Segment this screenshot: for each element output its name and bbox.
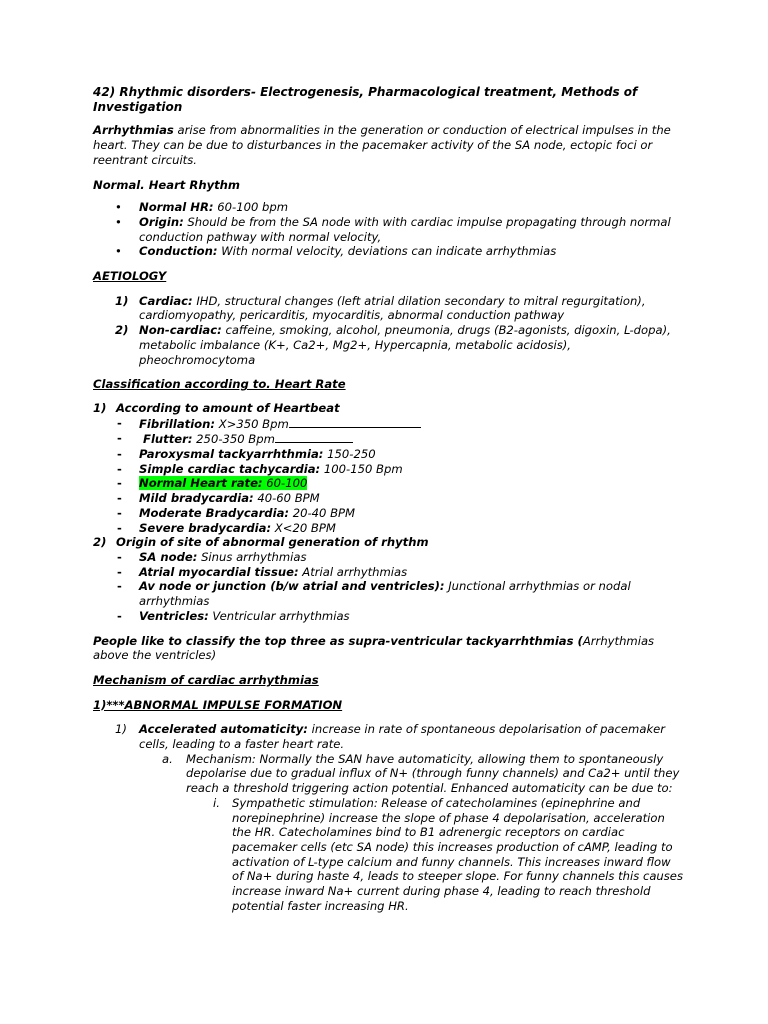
aetiology-list — [93, 294, 683, 368]
list-item: a. Mechanism: Normally the SAN have automaticity, allowing them to spontaneously depolarise due to gradual influx of N+ (through funny channels) and Ca2+ until they reach a threshold triggering action potential. Enhanced automaticity can be due to: — [162, 751, 680, 796]
list-item: - SA node: Sinus arrhythmias — [93, 550, 683, 565]
normal-rhythm-heading: Normal. Heart Rhythm — [93, 177, 241, 192]
mechanism-list — [93, 722, 683, 913]
abnormal-impulse-heading: 1)***ABNORMAL IMPULSE FORMATION — [93, 697, 343, 712]
intro-text: arise from abnormalities in the generation or conduction of electrical impulses in the heart. They can be due to disturbances in the pacemaker activity of the SA node, ectopic foci or reentrant circuits. — [93, 123, 671, 167]
document-page — [93, 85, 683, 913]
underline-blank — [289, 416, 421, 428]
highlight: Normal Heart rate: 60-100 — [139, 476, 308, 491]
normal-rhythm-list — [93, 200, 683, 259]
list-item: - Flutter: 250-350 Bpm — [93, 431, 683, 447]
list-item: - Av node or junction (b/w atrial and ventricles): Junctional arrhythmias or nodal arrhythmias — [93, 579, 683, 608]
list-item: 1) According to amount of Heartbeat — [93, 400, 340, 415]
list-item: i. Sympathetic stimulation: Release of catecholamines (epinephrine and norepinephrine) increase the slope of phase 4 depolarisation, acceleration the HR. Catecholamines bind to B1 adrenergic receptors on cardiac pacemaker cells (etc SA node) this increases production of cAMP, leading to activation of L-type calcium and funny channels. This increases inward flow of Na+ during haste 4, leads to steeper slope. For funny channels this causes increase inward Na+ current during phase 4, leading to reach threshold potential faster increasing HR. — [213, 795, 683, 913]
classification-list — [93, 401, 683, 624]
aetiology-heading: AETIOLOGY — [93, 269, 167, 284]
list-item: 2) Non-cardiac: caffeine, smoking, alcohol, pneumonia, drugs (B2-agonists, digoxin, L-dopa), metabolic imbalance (K+, Ca2+, Mg2+, Hypercapnia, metabolic acidosis), pheochromocytoma — [115, 323, 671, 367]
intro-paragraph — [93, 123, 683, 167]
list-item: 1) Cardiac: IHD, structural changes (left atrial dilation secondary to mitral regurgitation), cardiomyopathy, pericarditis, myocarditis, abnormal conduction pathway — [115, 293, 646, 323]
list-item: • Conduction: With normal velocity, deviations can indicate arrhythmias — [93, 244, 683, 259]
list-item: • Origin: Should be from the SA node with with cardiac impulse propagating through normal conduction pathway with normal velocity, — [93, 215, 683, 244]
list-item: - Simple cardiac tachycardia: 100-150 Bpm — [93, 462, 683, 477]
list-item: - Ventricles: Ventricular arrhythmias — [93, 609, 683, 624]
supra-ventricular-note: People like to classify the top three as supra-ventricular tackyarrhthmias (Arrhythmias above the ventricles) — [93, 633, 655, 663]
list-item: - Paroxysmal tackyarrhthmia: 150-250 — [93, 447, 683, 462]
list-item: - Atrial myocardial tissue: Atrial arrhythmias — [93, 565, 683, 580]
list-item: - Fibrillation: X>350 Bpm — [93, 416, 683, 432]
list-item: 2) Origin of site of abnormal generation of rhythm — [93, 535, 429, 550]
page-title: 42) Rhythmic disorders- Electrogenesis, Pharmacological treatment, Methods of Investigation — [93, 85, 638, 114]
list-item: 1) Accelerated automaticity: increase in rate of spontaneous depolarisation of pacemaker cells, leading to a faster heart rate. — [115, 722, 666, 752]
list-item: - Mild bradycardia: 40-60 BPM — [93, 491, 683, 506]
list-item: - Moderate Bradycardia: 20-40 BPM — [93, 506, 683, 521]
list-item: - Severe bradycardia: X<20 BPM — [93, 521, 683, 536]
classification-heading: Classification according to. Heart Rate — [93, 377, 346, 392]
mechanism-heading: Mechanism of cardiac arrhythmias — [93, 672, 319, 687]
list-item: • Normal HR: 60-100 bpm — [93, 200, 683, 215]
list-item-highlighted — [93, 476, 683, 491]
underline-blank — [275, 431, 353, 443]
intro-term: Arrhythmias — [93, 123, 174, 138]
